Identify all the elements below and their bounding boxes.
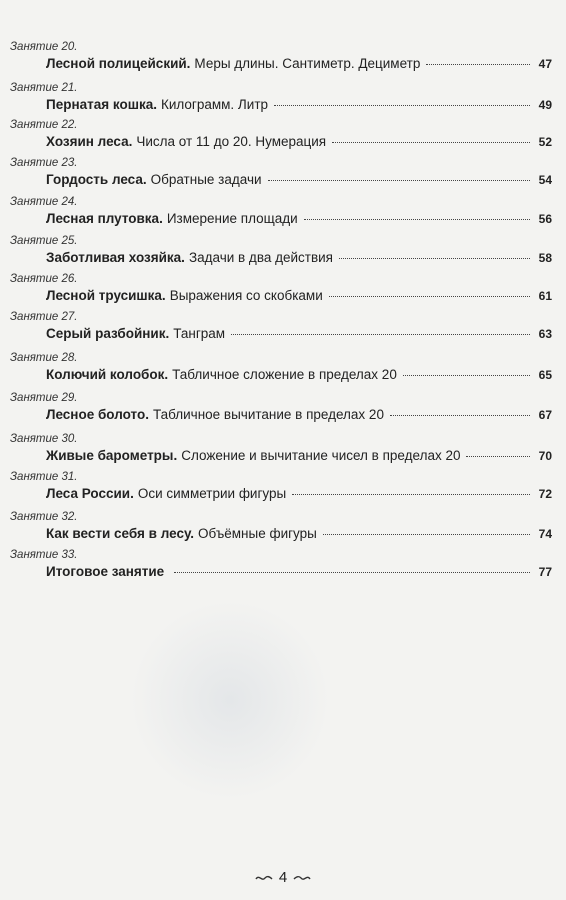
lesson-number: Занятие 20.: [10, 41, 78, 53]
lesson-topic: Танграм: [173, 326, 226, 341]
lesson-topic: Обратные задачи: [150, 172, 262, 187]
page-number: 58: [538, 251, 552, 265]
dot-leader: [174, 572, 530, 573]
lesson-title: Гордость леса.: [46, 172, 147, 187]
page-number: 67: [538, 408, 552, 422]
page-number: 52: [538, 135, 552, 149]
footer-page-number: 4: [278, 869, 288, 886]
lesson-number: Занятие 23.: [10, 157, 78, 169]
toc-entry[interactable]: [0, 235, 566, 275]
lesson-title: Лесная плутовка.: [46, 211, 163, 226]
lesson-title: Живые барометры.: [46, 448, 178, 463]
page-number: 77: [538, 565, 552, 579]
lesson-title: Как вести себя в лесу.: [46, 526, 195, 541]
page-number: 72: [538, 487, 552, 501]
dot-leader: [323, 534, 530, 535]
dot-leader: [329, 296, 530, 297]
lesson-number: Занятие 26.: [10, 273, 78, 285]
page-number: 47: [538, 57, 552, 71]
dot-leader: [339, 258, 530, 259]
toc-entry[interactable]: [0, 157, 566, 197]
lesson-topic: Меры длины. Сантиметр. Дециметр: [194, 56, 421, 71]
page-number: 61: [538, 289, 552, 303]
lesson-number: Занятие 33.: [10, 549, 78, 561]
lesson-topic: Задачи в два действия: [188, 250, 333, 265]
ornament-left-icon: [255, 873, 273, 883]
ornament-right-icon: [293, 873, 311, 883]
toc-entry[interactable]: [0, 196, 566, 236]
lesson-title: Леса России.: [46, 486, 134, 501]
lesson-topic: Табличное сложение в пределах 20: [172, 367, 397, 382]
lesson-number: Занятие 29.: [10, 392, 78, 404]
lesson-number: Занятие 28.: [10, 352, 78, 364]
lesson-title: Лесной трусишка.: [46, 288, 166, 303]
toc-entry[interactable]: [0, 273, 566, 313]
toc-entry[interactable]: [0, 119, 566, 159]
toc-entry[interactable]: [0, 41, 566, 81]
dot-leader: [268, 180, 530, 181]
lesson-title: Серый разбойник.: [46, 326, 170, 341]
lesson-topic: Объёмные фигуры: [198, 526, 317, 541]
page-number: 70: [538, 449, 552, 463]
lesson-topic: Килограмм. Литр: [160, 97, 269, 112]
lesson-title: Колючий колобок.: [46, 367, 169, 382]
lesson-title: Заботливая хозяйка.: [46, 250, 185, 265]
dot-leader: [304, 219, 530, 220]
lesson-number: Занятие 25.: [10, 235, 78, 247]
page-number: 63: [538, 327, 552, 341]
page-bleed-through: [130, 600, 330, 800]
lesson-title: Пернатая кошка.: [46, 97, 157, 112]
page-number: 49: [538, 98, 552, 112]
lesson-topic: Числа от 11 до 20. Нумерация: [136, 134, 327, 149]
toc-entry[interactable]: [0, 549, 566, 589]
toc-entry[interactable]: [0, 82, 566, 122]
dot-leader: [403, 375, 530, 376]
lesson-topic: Выражения со скобками: [169, 288, 323, 303]
page-number: 74: [538, 527, 552, 541]
lesson-title: Лесной полицейский.: [46, 56, 191, 71]
lesson-topic: Оси симметрии фигуры: [137, 486, 287, 501]
dot-leader: [390, 415, 530, 416]
dot-leader: [426, 64, 530, 65]
toc-entry[interactable]: [0, 433, 566, 473]
lesson-topic: Измерение площади: [166, 211, 298, 226]
lesson-number: Занятие 24.: [10, 196, 78, 208]
lesson-number: Занятие 27.: [10, 311, 78, 323]
page-number: 65: [538, 368, 552, 382]
page-number: 54: [538, 173, 552, 187]
toc-entry[interactable]: [0, 392, 566, 432]
page-number: 56: [538, 212, 552, 226]
dot-leader: [274, 105, 530, 106]
lesson-topic: Табличное вычитание в пределах 20: [152, 407, 384, 422]
lesson-number: Занятие 30.: [10, 433, 78, 445]
lesson-number: Занятие 22.: [10, 119, 78, 131]
lesson-title: Итоговое занятие: [46, 564, 165, 579]
toc-entry[interactable]: [0, 311, 566, 351]
lesson-number: Занятие 31.: [10, 471, 78, 483]
dot-leader: [332, 142, 530, 143]
lesson-topic: Сложение и вычитание чисел в пределах 20: [181, 448, 461, 463]
page-footer: [0, 869, 566, 886]
toc-entry[interactable]: [0, 471, 566, 511]
lesson-title: Лесное болото.: [46, 407, 149, 422]
lesson-title: Хозяин леса.: [46, 134, 133, 149]
toc-entry[interactable]: [0, 511, 566, 551]
toc-entry[interactable]: [0, 352, 566, 392]
dot-leader: [466, 456, 530, 457]
lesson-number: Занятие 32.: [10, 511, 78, 523]
dot-leader: [292, 494, 530, 495]
dot-leader: [231, 334, 530, 335]
lesson-number: Занятие 21.: [10, 82, 78, 94]
